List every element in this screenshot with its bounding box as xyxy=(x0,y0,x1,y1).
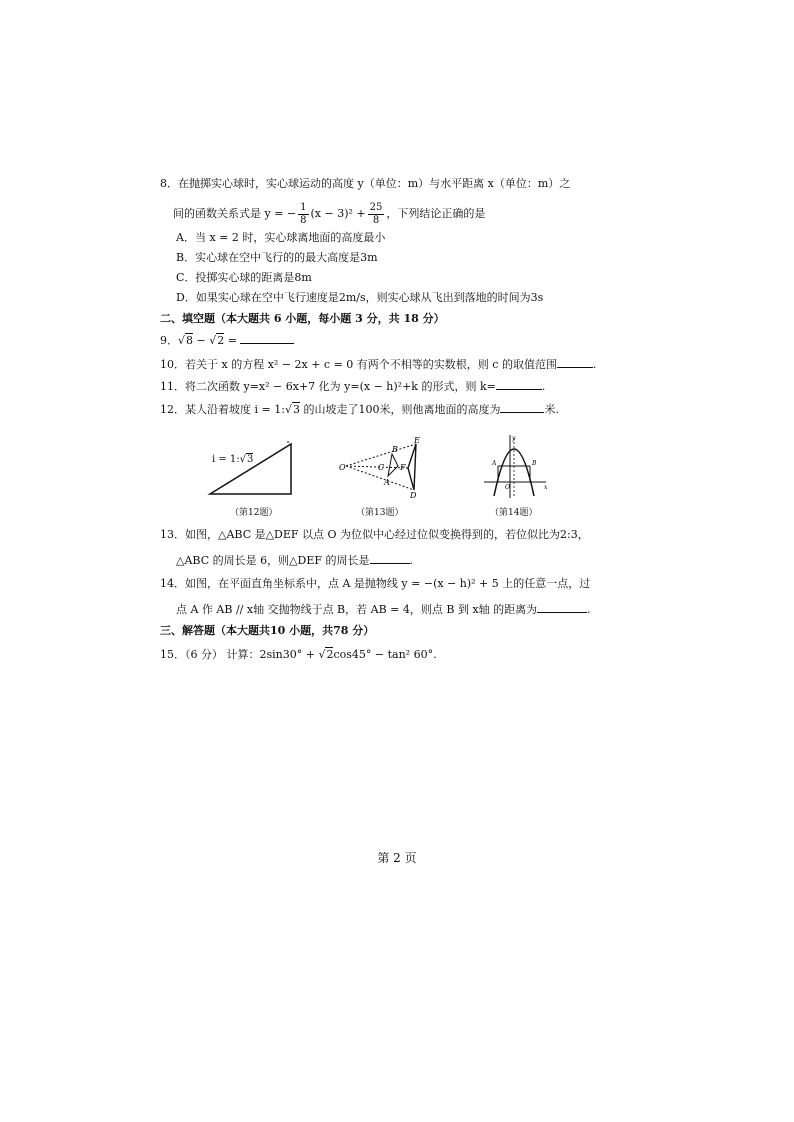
q8-option-c: C．投掷实心球的距离是8m xyxy=(176,271,312,284)
q13-line1: 13．如图，△ABC 是△DEF 以点 O 为位似中心经过位似变换得到的，若位似比为2:3， xyxy=(160,528,589,541)
q13-answer-blank[interactable] xyxy=(370,552,410,564)
fig14-label-b: B xyxy=(532,460,537,467)
q9-suffix: = xyxy=(224,334,241,347)
q15-text-b: cos45° − tan² 60°. xyxy=(333,648,437,661)
q9: 9．√8 − √2 = xyxy=(160,332,294,349)
q15-text-a: 15．（6 分） 计算：2sin30° + xyxy=(160,648,319,661)
fig14-label-y: y xyxy=(512,435,516,442)
fig13-label-c: C xyxy=(378,463,385,472)
q14-line1: 14．如图，在平面直角坐标系中，点 A 是抛物线 y = −(x − h)² + 5 上的任意一点，过 xyxy=(160,577,591,590)
figure-13-similar-triangles xyxy=(338,436,428,500)
q14-line2 xyxy=(176,601,591,618)
fig13-label-d: D xyxy=(410,491,417,500)
q14-line2-text: 点 A 作 AB // x轴 交抛物线于点 B，若 AB = 4，则点 B 到 x轴 的距离为 xyxy=(176,603,538,616)
fig14-label-o: O xyxy=(505,484,510,491)
q12: 12．某人沿着坡度 i = 1:√3 的山坡走了100米，则他离地面的高度为 米. xyxy=(160,403,559,416)
q8-frac-2-num: 25 xyxy=(369,201,383,213)
q8-option-d: D．如果实心球在空中飞行速度是2m/s，则实心球从飞出到落地的时间为3s xyxy=(176,291,544,304)
q9-sqrt-a: 8 xyxy=(186,334,194,347)
q12-end: 米. xyxy=(544,403,559,416)
q9-prefix: 9． xyxy=(160,334,178,347)
q9-answer-blank[interactable] xyxy=(240,332,294,344)
q12-text-a: 12．某人沿着坡度 i = 1: xyxy=(160,403,285,416)
triangle-def xyxy=(408,444,416,490)
q8-frac-2-den: 8 xyxy=(372,214,380,226)
ray-o-f xyxy=(346,466,408,468)
figure-12-label: i = 1:√3 xyxy=(212,454,254,465)
fig13-label-o: O xyxy=(339,463,346,472)
q8-frac-1-num: 1 xyxy=(300,201,307,213)
figure-14-parabola xyxy=(480,432,550,500)
q8-frac-2 xyxy=(368,202,385,227)
figure-12-slope xyxy=(205,438,305,500)
page-number: 第 2 页 xyxy=(377,851,417,865)
q11-answer-blank[interactable] xyxy=(496,378,542,390)
q8-option-a: A．当 x = 2 时，实心球离地面的高度最小 xyxy=(176,231,386,244)
section-2-heading: 二、填空题（本大题共 6 小题，每小题 3 分，共 18 分） xyxy=(160,312,445,325)
q15-sqrt: 2 xyxy=(326,648,334,661)
fig13-label-e: E xyxy=(414,436,420,445)
q13-line2 xyxy=(176,552,413,569)
parabola-curve xyxy=(494,449,534,496)
fig13-label-b: B xyxy=(392,445,398,454)
q10-text: 10．若关于 x 的方程 x² − 2x + c = 0 有两个不相等的实数根，则 c 的取值范围 xyxy=(160,358,557,371)
q8-line2-prefix: 间的函数关系式是 y = − xyxy=(173,207,297,220)
q8-option-b: B．实心球在空中飞行的的最大高度是3m xyxy=(176,251,378,264)
figure-13-caption: （第13题） xyxy=(356,508,404,518)
q14-answer-blank[interactable] xyxy=(537,601,587,613)
q12-answer-blank[interactable] xyxy=(500,401,544,413)
q9-sqrt-b: 2 xyxy=(217,334,225,347)
figure-12-label-ratio: i = 1: xyxy=(212,454,240,465)
q10-end: . xyxy=(592,358,597,371)
q12-sqrt: 3 xyxy=(292,403,300,416)
fig13-label-a: A xyxy=(384,478,390,487)
q8-line2-suffix: ，下列结论正确的是 xyxy=(386,207,486,220)
q14-end: . xyxy=(587,603,591,616)
q8-line2-mid: (x − 3)² + xyxy=(310,207,366,220)
q10-answer-blank[interactable] xyxy=(557,356,593,368)
q8-frac-1 xyxy=(298,202,308,227)
fig13-label-f: F xyxy=(400,463,406,472)
q8-frac-1-den: 8 xyxy=(300,214,307,226)
fig14-label-x: x xyxy=(544,484,548,491)
q11-end: . xyxy=(541,380,546,393)
q12-text-b: 的山坡走了100米，则他离地面的高度为 xyxy=(299,403,501,416)
figure-12-label-sqrt: 3 xyxy=(247,454,254,465)
q10 xyxy=(160,356,596,373)
figure-12-caption: （第12题） xyxy=(230,508,278,518)
section-3-heading: 三、解答题（本大题共10 小题，共78 分） xyxy=(160,624,375,637)
triangle-abc xyxy=(388,454,398,476)
q9-minus: − xyxy=(193,334,210,347)
q8-line2 xyxy=(173,200,485,228)
q11 xyxy=(160,378,545,395)
fig14-label-a: A xyxy=(492,460,497,467)
q8-line1: 8．在抛掷实心球时，实心球运动的高度 y（单位：m）与水平距离 x（单位：m）之 xyxy=(160,177,571,190)
q13-end: . xyxy=(409,554,414,567)
q11-text: 11．将二次函数 y=x² − 6x+7 化为 y=(x − h)²+k 的形式，则 k= xyxy=(160,380,496,393)
figure-14-caption: （第14题） xyxy=(490,508,538,518)
q15: 15．（6 分） 计算：2sin30° + √2cos45° − tan² 60°. xyxy=(160,648,437,661)
q13-line2-text: △ABC 的周长是 6，则△DEF 的周长是 xyxy=(176,554,370,567)
